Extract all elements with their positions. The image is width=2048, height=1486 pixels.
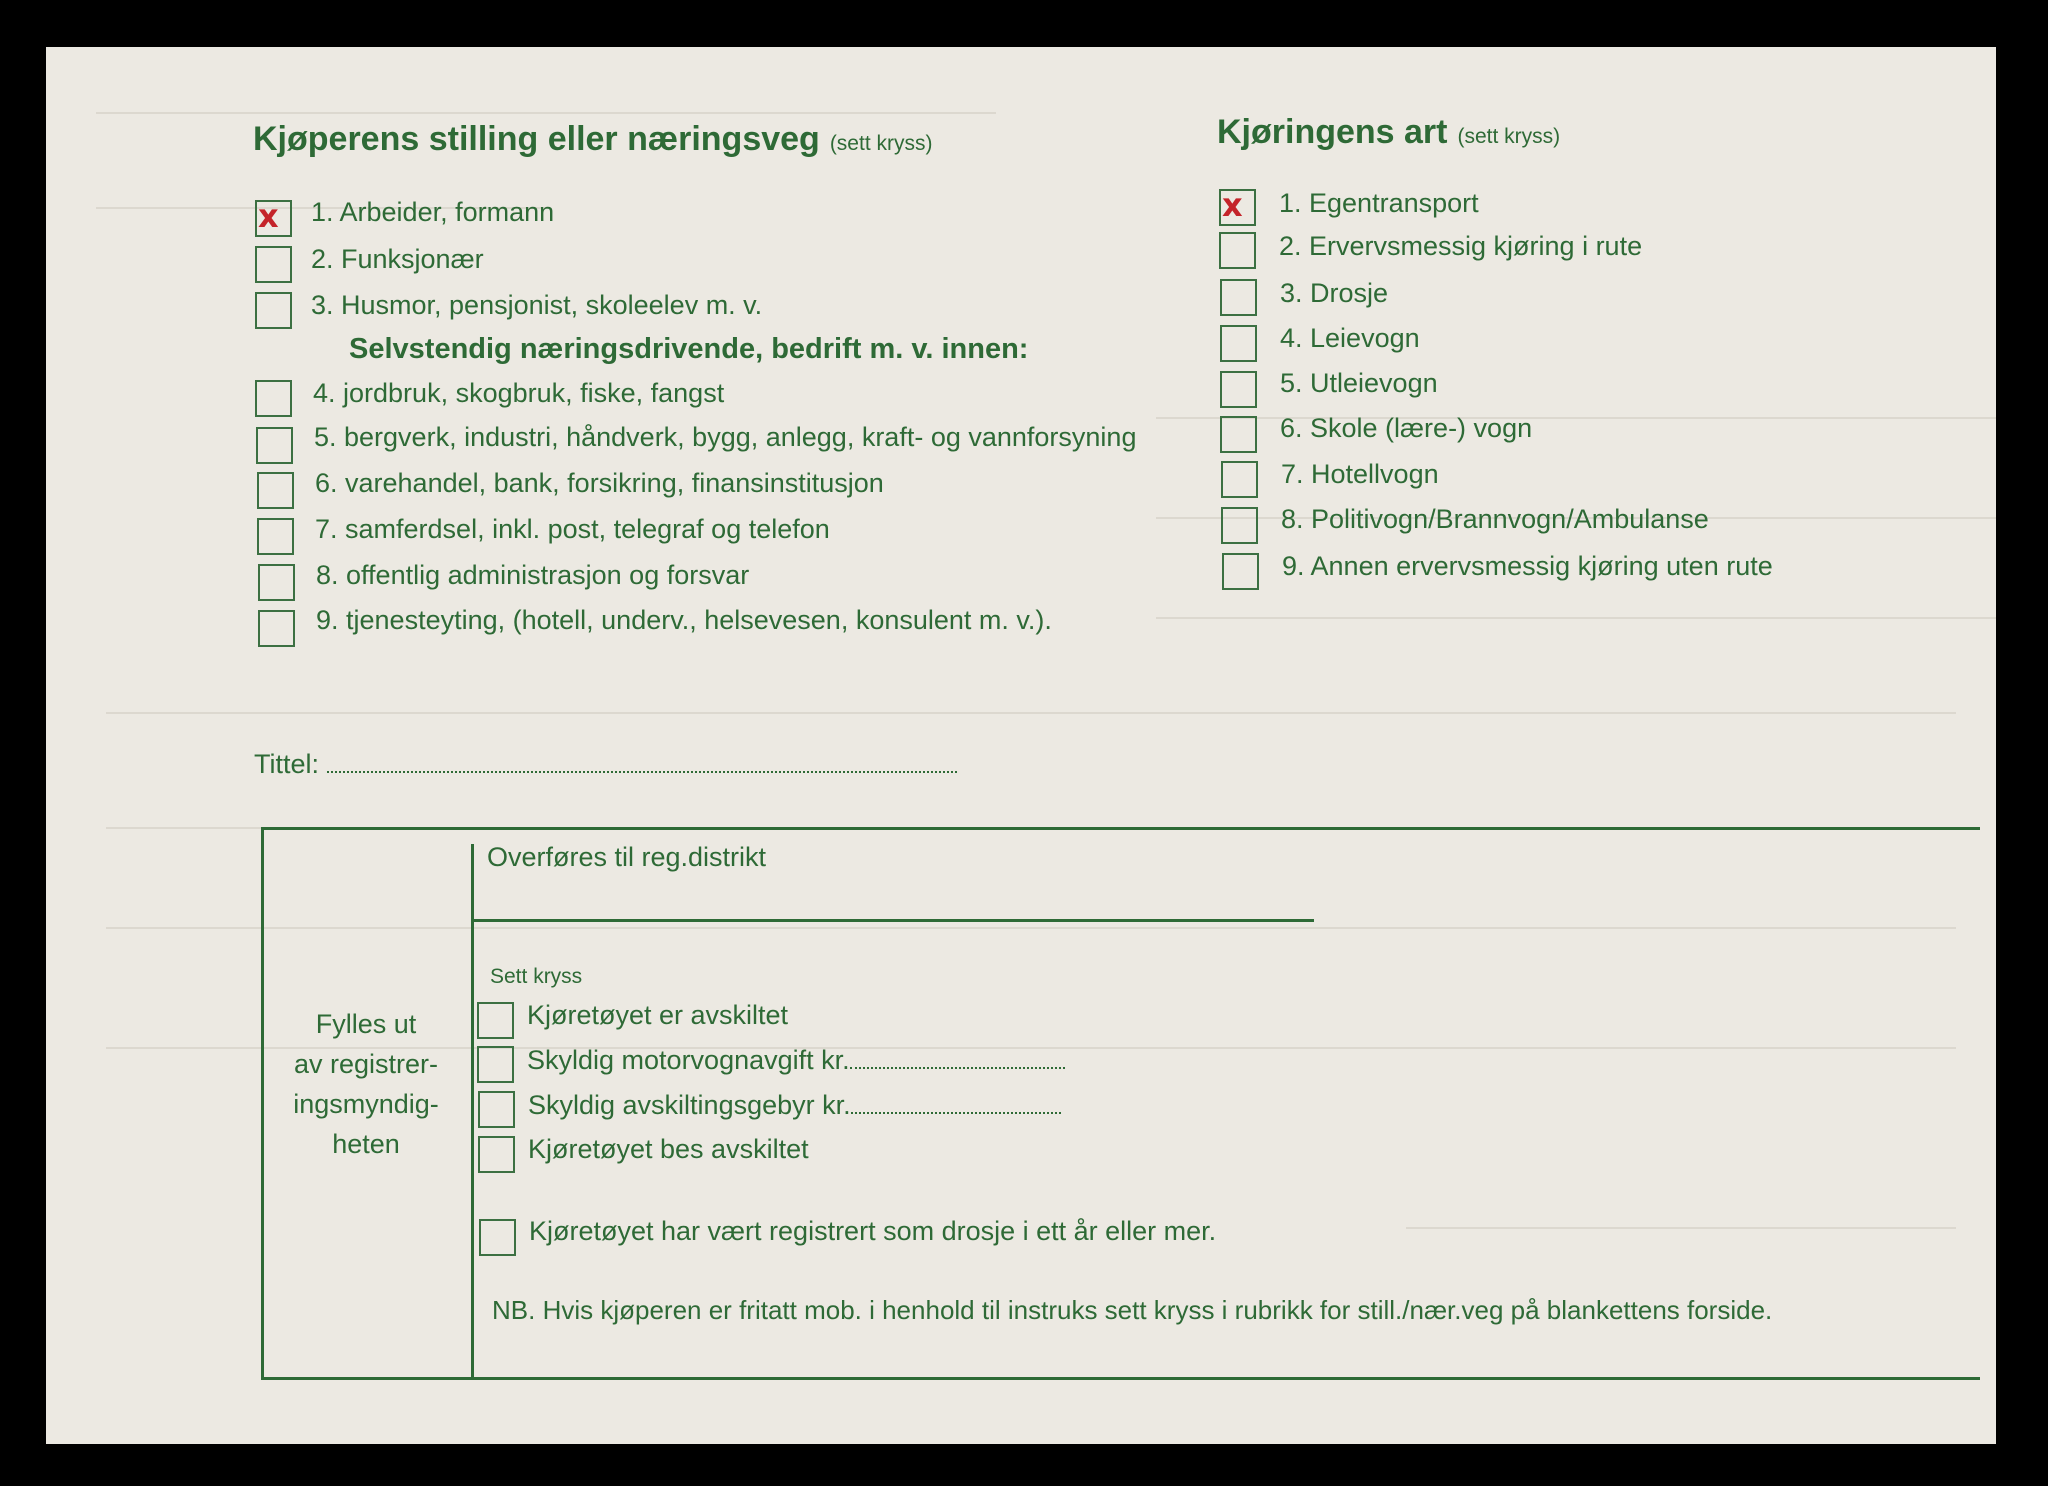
tittel-fill-line[interactable] [327, 751, 957, 773]
right-option-label: 5. Utleievogn [1280, 368, 1438, 398]
right-option-label: 3. Drosje [1280, 278, 1389, 308]
tittel-label: Tittel: [254, 749, 320, 779]
right-option-label: 6. Skole (lære-) vogn [1280, 413, 1533, 443]
tittel-row [254, 749, 957, 780]
side-label-line: ingsmyndig- [293, 1089, 439, 1119]
checkbox-right-2[interactable] [1219, 232, 1256, 269]
checkbox-right-4[interactable] [1220, 325, 1257, 362]
checkbox-drosje-ett-ar[interactable] [479, 1219, 516, 1256]
left-option-label: 6. varehandel, bank, forsikring, finansinstitusjon [315, 468, 884, 498]
left-option-label: 5. bergverk, industri, håndverk, bygg, anlegg, kraft- og vannforsyning [314, 422, 1137, 452]
right-section-heading [1217, 113, 1560, 152]
registry-check-label: Kjøretøyet bes avskiltet [528, 1134, 809, 1164]
checkbox-right-8[interactable] [1221, 507, 1258, 544]
left-option-label: 9. tjenesteyting, (hotell, underv., helsevesen, konsulent m. v.). [316, 605, 1052, 635]
show-through-line [1156, 617, 1996, 619]
checkbox-left-3[interactable] [255, 292, 292, 329]
nb-note: NB. Hvis kjøperen er fritatt mob. i henhold til instruks sett kryss i rubrikk for still./nær.veg på blankettens forside. [492, 1295, 1773, 1325]
registry-check-text: Skyldig avskiltingsgebyr kr. [528, 1090, 851, 1120]
left-section-title: Kjøperens stilling eller næringsveg [253, 120, 820, 158]
checkbox-bes-avskiltet[interactable] [478, 1136, 515, 1173]
right-option-label: 8. Politivogn/Brannvogn/Ambulanse [1281, 504, 1709, 534]
registry-side-label [276, 1004, 456, 1164]
checkbox-left-9[interactable] [258, 610, 295, 647]
check-mark: x [258, 197, 279, 235]
right-option-label: 4. Leievogn [1280, 323, 1420, 353]
checkbox-left-4[interactable] [255, 380, 292, 417]
checkbox-right-3[interactable] [1220, 279, 1257, 316]
left-option-label: 7. samferdsel, inkl. post, telegraf og telefon [315, 514, 830, 544]
right-section-hint: (sett kryss) [1457, 125, 1561, 148]
checkbox-avskiltet[interactable] [477, 1002, 514, 1039]
show-through-line [96, 112, 996, 114]
checkbox-left-2[interactable] [255, 246, 292, 283]
registry-column-divider [471, 844, 474, 1377]
sett-kryss-label: Sett kryss [490, 965, 583, 988]
self-employed-subheading: Selvstendig næringsdrivende, bedrift m. v. innen: [349, 333, 1029, 365]
checkbox-right-5[interactable] [1220, 371, 1257, 408]
registry-check-label [527, 1045, 1065, 1076]
registry-check-label [528, 1090, 1061, 1121]
checkbox-left-6[interactable] [257, 472, 294, 509]
checkbox-left-7[interactable] [257, 518, 294, 555]
transfer-underline [474, 919, 1314, 922]
show-through-line [106, 927, 1956, 929]
side-label-line: heten [332, 1129, 400, 1159]
registry-bottom-rule [261, 1377, 1980, 1380]
side-label-line: Fylles ut [315, 1009, 417, 1039]
left-option-label: 4. jordbruk, skogbruk, fiske, fangst [313, 378, 725, 408]
registry-left-rule [261, 827, 264, 1380]
registry-check-label: Kjøretøyet er avskiltet [527, 1000, 789, 1030]
motorvognavgift-amount-line[interactable] [850, 1047, 1065, 1069]
side-label-line: av registrer- [293, 1049, 439, 1079]
left-option-label: 8. offentlig administrasjon og forsvar [316, 560, 750, 590]
show-through-line [1406, 1227, 1956, 1229]
checkbox-right-1[interactable] [1219, 186, 1256, 226]
checkbox-right-7[interactable] [1221, 461, 1258, 498]
registry-top-rule [261, 827, 1980, 830]
left-option-label: 3. Husmor, pensjonist, skoleelev m. v. [311, 290, 763, 320]
checkbox-right-6[interactable] [1220, 416, 1257, 453]
checkbox-left-5[interactable] [256, 427, 293, 464]
form-sheet [46, 47, 1996, 1444]
left-option-label: 2. Funksjonær [311, 244, 484, 274]
right-section-title: Kjøringens art [1217, 113, 1448, 151]
right-option-label: 9. Annen ervervsmessig kjøring uten rute [1282, 551, 1773, 581]
registry-check-text: Skyldig motorvognavgift kr. [527, 1045, 850, 1075]
left-section-hint: (sett kryss) [829, 132, 933, 155]
right-option-label: 7. Hotellvogn [1281, 459, 1439, 489]
checkbox-avskiltingsgebyr[interactable] [478, 1091, 515, 1128]
checkbox-left-1[interactable] [255, 197, 292, 237]
avskiltingsgebyr-amount-line[interactable] [851, 1092, 1061, 1114]
registry-check-label: Kjøretøyet har vært registrert som drosje i ett år eller mer. [529, 1216, 1217, 1246]
transfer-label: Overføres til reg.distrikt [487, 842, 767, 872]
checkbox-right-9[interactable] [1222, 553, 1259, 590]
left-option-label: 1. Arbeider, formann [311, 197, 555, 227]
show-through-line [106, 712, 1956, 714]
check-mark: x [1222, 186, 1243, 224]
left-section-heading [253, 120, 932, 159]
right-option-label: 2. Ervervsmessig kjøring i rute [1279, 231, 1643, 261]
checkbox-motorvognavgift[interactable] [477, 1046, 514, 1083]
checkbox-left-8[interactable] [258, 564, 295, 601]
right-option-label: 1. Egentransport [1279, 188, 1479, 218]
